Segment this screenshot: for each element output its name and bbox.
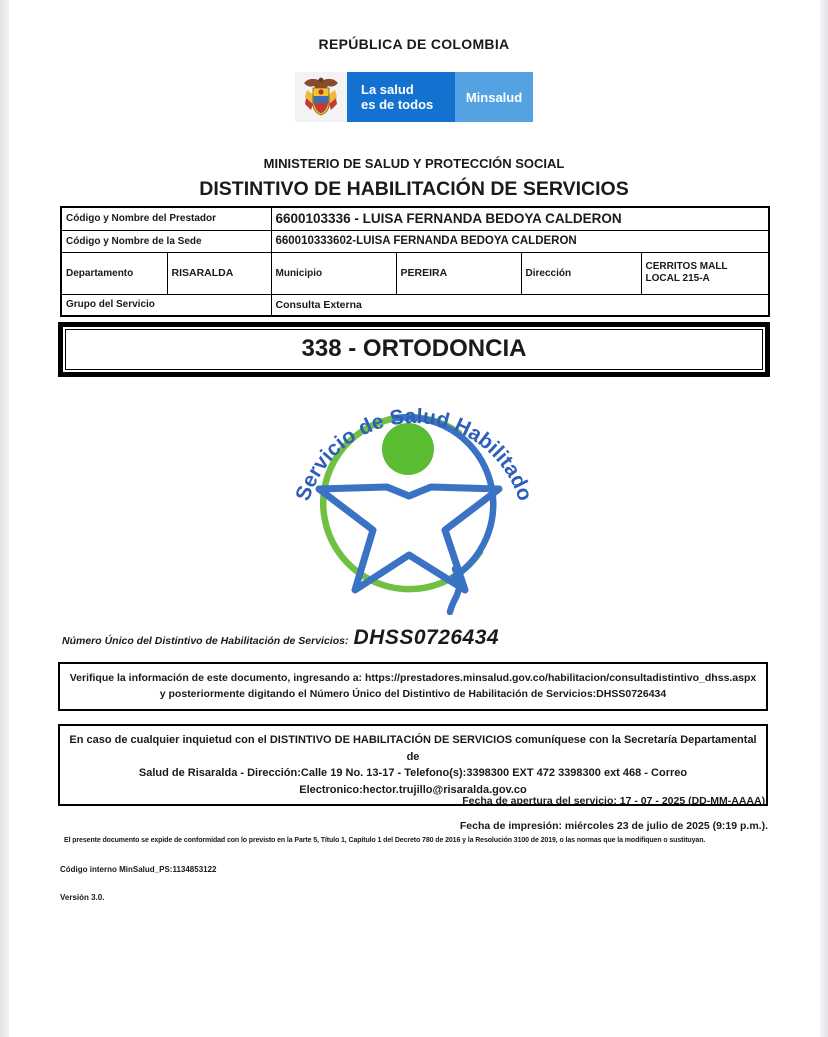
document-title: DISTINTIVO DE HABILITACIÓN DE SERVICIOS [199, 178, 629, 200]
direccion-value: CERRITOS MALL LOCAL 215-A [641, 252, 769, 294]
contact-line3: Electronico:hector.trujillo@risaralda.gov.co [299, 783, 527, 796]
verification-box [58, 662, 768, 711]
logo-tagline-line2: es de todos [361, 97, 434, 112]
provider-info-table [60, 206, 770, 317]
print-date: Fecha de impresión: miércoles 23 de julio de 2025 (9:19 p.m.). [459, 820, 768, 832]
prestador-value: 6600103336 - LUISA FERNANDA BEDOYA CALDERON [271, 207, 769, 230]
document-version: Versión 3.0. [60, 893, 105, 902]
municipio-label: Municipio [271, 252, 396, 294]
habilitado-seal [284, 383, 544, 615]
service-banner [58, 322, 770, 377]
municipio-value: PEREIRA [396, 252, 521, 294]
logo-brand: Minsalud [455, 72, 533, 122]
table-row-geo [61, 252, 769, 294]
table-row-prestador [61, 207, 769, 230]
service-opening-date: Fecha de apertura del servicio: 17 - 07 - 2025 (DD-MM-AAAA). [462, 795, 768, 807]
prestador-label: Código y Nombre del Prestador [61, 207, 271, 230]
dhss-label: Número Único del Distintivo de Habilitación de Servicios: [62, 635, 349, 647]
service-banner-text: 338 - ORTODONCIA [65, 329, 763, 370]
contact-line1: En caso de cualquier inquietud con el DISTINTIVO DE HABILITACIÓN DE SERVICIOS comuníquese con la Secretaría Departamental de [69, 734, 757, 763]
republic-heading: REPÚBLICA DE COLOMBIA [318, 36, 510, 52]
sede-value: 660010333602-LUISA FERNANDA BEDOYA CALDERON [271, 230, 769, 252]
table-row-grupo [61, 294, 769, 316]
departamento-label: Departamento [61, 252, 167, 294]
internal-code: Código interno MinSalud_PS:1134853122 [60, 865, 217, 874]
coat-of-arms-icon [295, 72, 347, 122]
direccion-label: Dirección [521, 252, 641, 294]
verification-line2: y posteriormente digitando el Número Único del Distintivo de Habilitación de Servicios:DHSS0726434 [159, 688, 667, 701]
dhss-value: DHSS0726434 [353, 626, 500, 649]
grupo-value: Consulta Externa [271, 294, 769, 316]
seal-arc-text: Servicio de Salud Habilitado [291, 404, 537, 504]
table-row-sede [61, 230, 769, 252]
legal-disclaimer: El presente documento se expide de conformidad con lo previsto en la Parte 5, Título 1, Capítulo 1 del Decreto 780 de 2016 y la Resolución 3100 de 2019, o las normas que la modifiquen o sustituyan. [64, 837, 706, 844]
habilitado-seal-graphic [284, 383, 544, 615]
dhss-number-line [62, 626, 499, 650]
verification-line1: Verifique la información de este documento, ingresando a: https://prestadores.minsalud.gov.co/habilitacion/consultadistintivo_dhss.aspx [69, 672, 757, 684]
logo-tagline [347, 72, 455, 122]
contact-line2: Salud de Risaralda - Dirección:Calle 19 No. 13-17 - Telefono(s):3398300 EXT 472 3398300 ext 468 - Correo [138, 767, 688, 779]
departamento-value: RISARALDA [167, 252, 271, 294]
minsalud-logo [295, 72, 533, 122]
grupo-label: Grupo del Servicio [61, 294, 271, 316]
sede-label: Código y Nombre de la Sede [61, 230, 271, 252]
ministry-heading: MINISTERIO DE SALUD Y PROTECCIÓN SOCIAL [263, 156, 565, 171]
contact-box [58, 724, 768, 806]
logo-tagline-line1: La salud [361, 81, 414, 97]
